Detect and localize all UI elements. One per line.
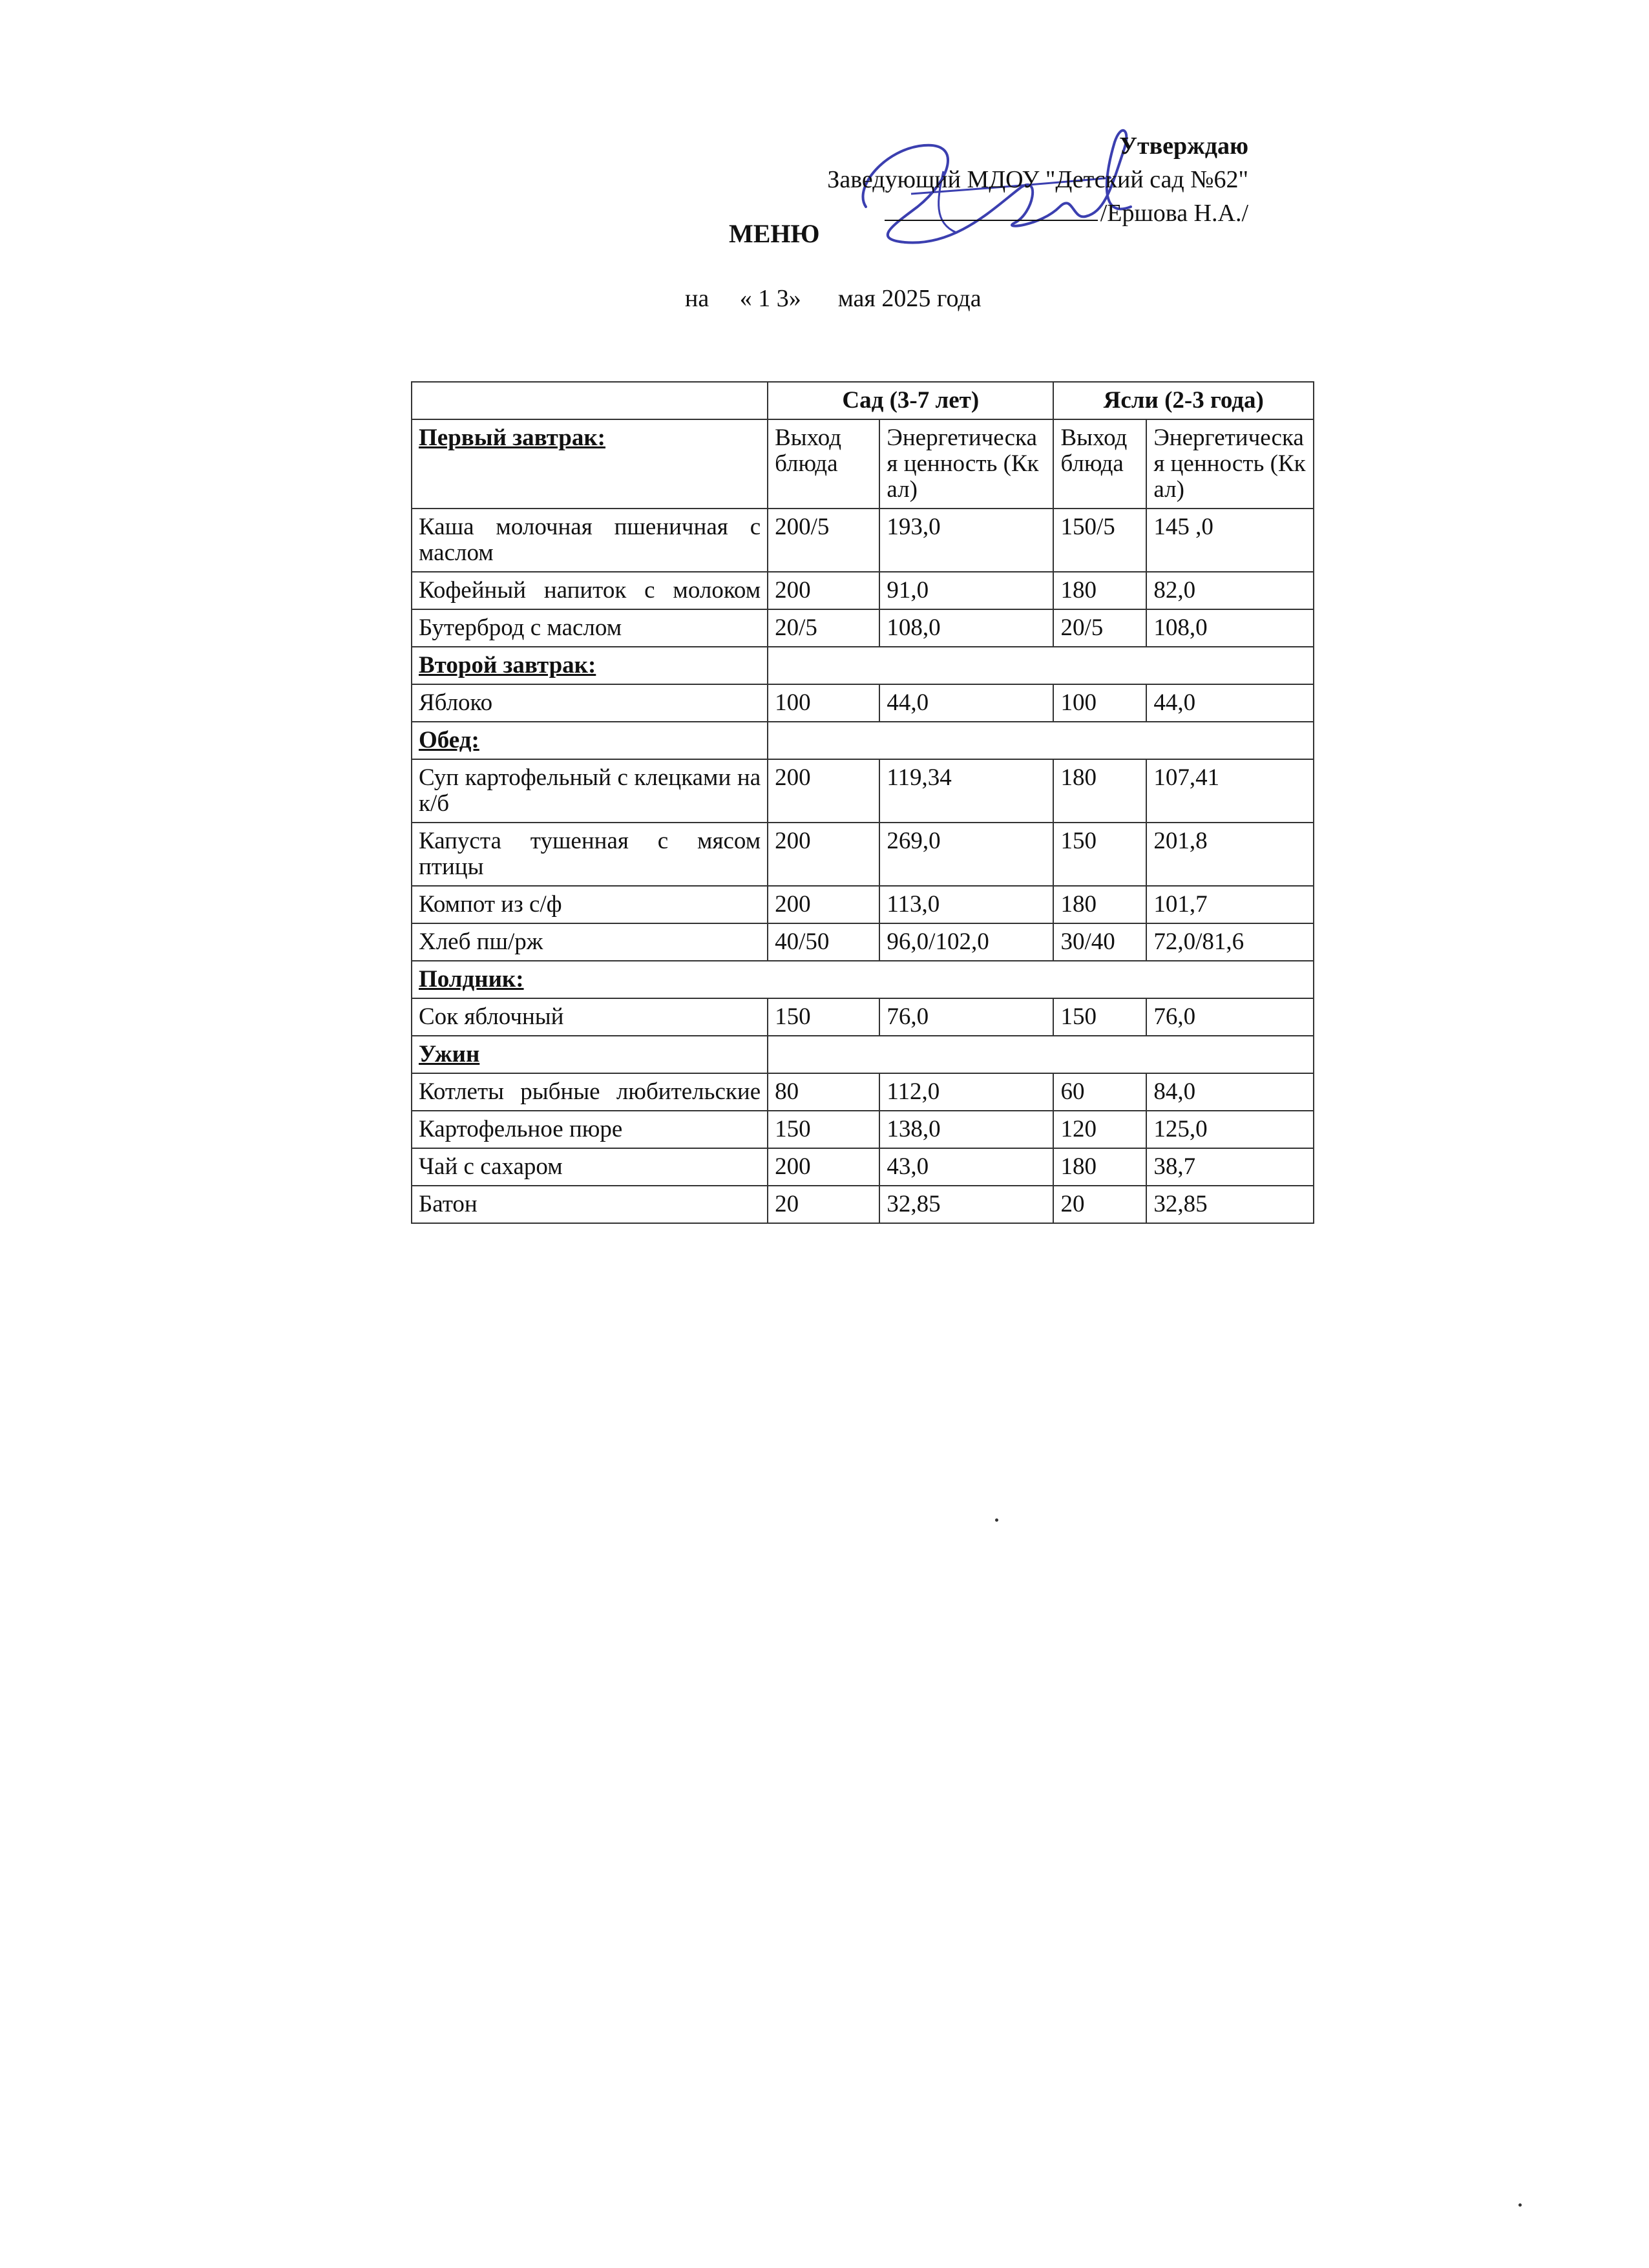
col-yasli-energy: Энергетическая ценность (Ккал) [1146, 419, 1314, 509]
sad-output: 20/5 [768, 609, 879, 647]
menu-table [411, 381, 1314, 1224]
dish-name: Сок яблочный [412, 998, 768, 1036]
sad-energy: 43,0 [879, 1148, 1053, 1186]
yasli-output: 120 [1053, 1111, 1146, 1148]
sad-output: 150 [768, 1111, 879, 1148]
table-row [412, 886, 1314, 923]
header-blank [412, 382, 768, 419]
table-row [412, 759, 1314, 823]
yasli-energy: 72,0/81,6 [1146, 923, 1314, 961]
table-row [412, 923, 1314, 961]
approver-name: /Ершова Н.А./ [1100, 200, 1248, 227]
yasli-energy: 201,8 [1146, 823, 1314, 886]
dish-name: Капуста тушенная с мясом птицы [412, 823, 768, 886]
yasli-energy: 101,7 [1146, 886, 1314, 923]
yasli-output: 180 [1053, 886, 1146, 923]
sad-output: 40/50 [768, 923, 879, 961]
yasli-energy: 108,0 [1146, 609, 1314, 647]
dish-name: Хлеб пш/рж [412, 923, 768, 961]
table-row [412, 609, 1314, 647]
table-row [412, 684, 1314, 722]
yasli-output: 180 [1053, 759, 1146, 823]
yasli-output: 100 [1053, 684, 1146, 722]
section-lunch: Обед: [412, 722, 768, 759]
date-prefix: на [685, 285, 709, 312]
yasli-energy: 38,7 [1146, 1148, 1314, 1186]
menu-date [685, 284, 982, 313]
sad-output: 100 [768, 684, 879, 722]
yasli-output: 60 [1053, 1073, 1146, 1111]
section-dinner: Ужин [412, 1036, 768, 1073]
dish-name: Суп картофельный с клецками на к/б [412, 759, 768, 823]
yasli-output: 180 [1053, 572, 1146, 609]
sad-output: 200 [768, 823, 879, 886]
dish-name: Котлеты рыбные любительские [412, 1073, 768, 1111]
dish-name: Бутерброд с маслом [412, 609, 768, 647]
dish-name: Каша молочная пшеничная с маслом [412, 509, 768, 572]
yasli-energy: 76,0 [1146, 998, 1314, 1036]
section-breakfast2: Второй завтрак: [412, 647, 768, 684]
table-row [412, 1148, 1314, 1186]
section-snack: Полдник: [412, 961, 1314, 998]
yasli-energy: 145 ,0 [1146, 509, 1314, 572]
section-row [412, 1036, 1314, 1073]
sad-energy: 113,0 [879, 886, 1053, 923]
col-sad-output: Выход блюда [768, 419, 879, 509]
yasli-output: 150/5 [1053, 509, 1146, 572]
yasli-output: 180 [1053, 1148, 1146, 1186]
sad-energy: 32,85 [879, 1186, 1053, 1223]
section-filler [768, 647, 1314, 684]
group-sad: Сад (3-7 лет) [768, 382, 1053, 419]
yasli-output: 20 [1053, 1186, 1146, 1223]
sad-output: 80 [768, 1073, 879, 1111]
dish-name: Кофейный напиток с молоком [412, 572, 768, 609]
sad-output: 200 [768, 1148, 879, 1186]
dish-name: Компот из с/ф [412, 886, 768, 923]
yasli-output: 150 [1053, 823, 1146, 886]
sad-energy: 91,0 [879, 572, 1053, 609]
approver-signature-line [827, 196, 1248, 230]
section-filler [768, 1036, 1314, 1073]
page-title: МЕНЮ [729, 219, 820, 248]
table-row [412, 998, 1314, 1036]
approve-label: Утверждаю [1119, 132, 1248, 160]
sad-energy: 108,0 [879, 609, 1053, 647]
yasli-energy: 82,0 [1146, 572, 1314, 609]
yasli-output: 150 [1053, 998, 1146, 1036]
table-row [412, 572, 1314, 609]
date-day: « 1 3» [739, 285, 801, 312]
sad-output: 150 [768, 998, 879, 1036]
dish-name: Картофельное пюре [412, 1111, 768, 1148]
dish-name: Батон [412, 1186, 768, 1223]
section-breakfast1: Первый завтрак: [412, 419, 768, 509]
yasli-energy: 32,85 [1146, 1186, 1314, 1223]
table-row [412, 509, 1314, 572]
section-row [412, 647, 1314, 684]
sad-output: 20 [768, 1186, 879, 1223]
group-yasli: Ясли (2-3 года) [1053, 382, 1314, 419]
table-row [412, 1111, 1314, 1148]
table-header-groups [412, 382, 1314, 419]
approval-block [827, 129, 1248, 230]
sad-output: 200 [768, 759, 879, 823]
sad-output: 200/5 [768, 509, 879, 572]
section-row [412, 961, 1314, 998]
yasli-output: 30/40 [1053, 923, 1146, 961]
dish-name: Чай с сахаром [412, 1148, 768, 1186]
section-row [412, 722, 1314, 759]
col-sad-energy: Энергетическая ценность (Ккал) [879, 419, 1053, 509]
sad-energy: 269,0 [879, 823, 1053, 886]
col-yasli-output: Выход блюда [1053, 419, 1146, 509]
yasli-energy: 125,0 [1146, 1111, 1314, 1148]
sad-energy: 119,34 [879, 759, 1053, 823]
table-row [412, 823, 1314, 886]
dish-name: Яблоко [412, 684, 768, 722]
sad-energy: 193,0 [879, 509, 1053, 572]
yasli-energy: 107,41 [1146, 759, 1314, 823]
sad-energy: 96,0/102,0 [879, 923, 1053, 961]
approver-position: Заведующий МДОУ "Детский сад №62" [827, 166, 1248, 193]
yasli-energy: 44,0 [1146, 684, 1314, 722]
sad-energy: 44,0 [879, 684, 1053, 722]
scan-speck [995, 1518, 998, 1522]
table-row [412, 1073, 1314, 1111]
yasli-output: 20/5 [1053, 609, 1146, 647]
sad-energy: 76,0 [879, 998, 1053, 1036]
yasli-energy: 84,0 [1146, 1073, 1314, 1111]
scan-speck [1518, 2203, 1522, 2207]
sad-output: 200 [768, 886, 879, 923]
sad-output: 200 [768, 572, 879, 609]
sad-energy: 112,0 [879, 1073, 1053, 1111]
section-filler [768, 722, 1314, 759]
table-header-columns [412, 419, 1314, 509]
table-row [412, 1186, 1314, 1223]
signature-line [885, 196, 1098, 221]
date-rest: мая 2025 года [837, 285, 982, 312]
sad-energy: 138,0 [879, 1111, 1053, 1148]
